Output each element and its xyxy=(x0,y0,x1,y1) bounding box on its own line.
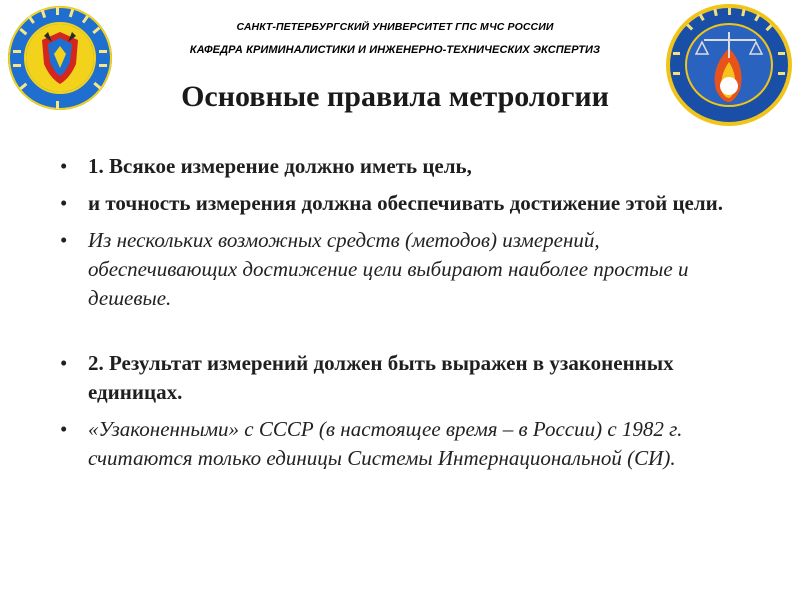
bullet-text: Из нескольких возможных средств (методов) измерений, обеспечивающих достижение цели выбирают наиболее простые и дешевые. xyxy=(88,228,689,310)
bullet-marker: • xyxy=(60,154,68,178)
university-name: САНКТ-ПЕТЕРБУРГСКИЙ УНИВЕРСИТЕТ ГПС МЧС РОССИИ xyxy=(236,21,554,33)
bullet-text: 1. Всякое измерение должно иметь цель, xyxy=(88,154,472,178)
slide-title: Основные правила метрологии xyxy=(181,80,609,113)
bullet-marker: • xyxy=(60,417,68,441)
department-seal-graphic xyxy=(664,2,794,128)
bullet-text: и точность измерения должна обеспечивать достижение этой цели. xyxy=(88,191,724,215)
bullet-list xyxy=(60,152,750,481)
bullet-marker: • xyxy=(60,351,68,375)
department-seal-icon xyxy=(664,2,794,128)
list-item xyxy=(60,415,750,473)
list-item xyxy=(60,226,750,313)
university-seal-graphic xyxy=(4,2,116,114)
list-item xyxy=(60,349,750,407)
bullet-text: «Узаконенными» с СССР (в настоящее время – в России) с 1982 г. считаются только единицы Системы Интернациональной (СИ). xyxy=(88,417,683,470)
department-name: КАФЕДРА КРИМИНАЛИСТИКИ И ИНЖЕНЕРНО-ТЕХНИЧЕСКИХ ЭКСПЕРТИЗ xyxy=(189,44,601,56)
bullet-marker: • xyxy=(60,228,68,252)
list-item xyxy=(60,152,750,181)
bullet-text: 2. Результат измерений должен быть выражен в узаконенных единицах. xyxy=(88,351,674,404)
university-seal-icon xyxy=(4,2,116,114)
bullet-marker: • xyxy=(60,191,68,215)
list-item xyxy=(60,189,750,218)
